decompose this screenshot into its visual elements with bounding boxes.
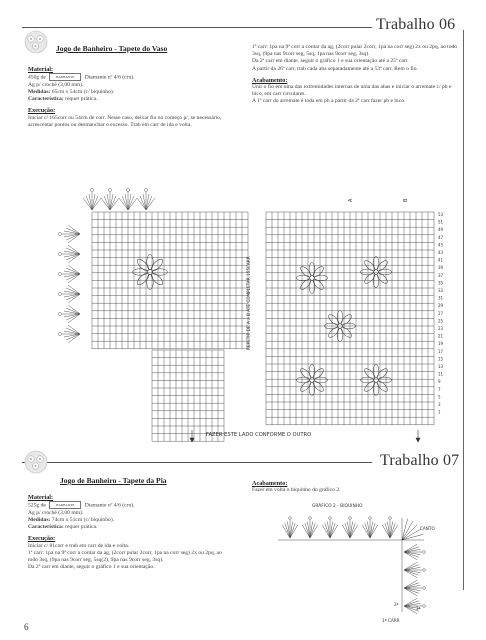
svg-text:13: 13 bbox=[438, 364, 444, 369]
svg-text:25: 25 bbox=[438, 318, 444, 324]
acab1-text: Unir o fio em uma das extremidades internas de uma das abas e iniciar o arremate c/ pb e bico, em carr circulares. bbox=[252, 84, 452, 98]
svg-text:7: 7 bbox=[438, 386, 441, 392]
yarn-brand-logo: BARBANTE bbox=[49, 73, 81, 81]
row3-label: 3ª bbox=[416, 606, 421, 611]
crochet-chart-2 bbox=[270, 500, 456, 630]
carac-label-2: Característica: bbox=[28, 524, 64, 531]
acabamento-label-2: Acabamento: bbox=[252, 480, 288, 487]
material-yarn-suffix-2: Diamante nº 4/6 (cru). bbox=[84, 502, 135, 509]
svg-text:41: 41 bbox=[438, 257, 444, 263]
svg-text:49: 49 bbox=[438, 227, 444, 233]
svg-text:27: 27 bbox=[438, 310, 444, 316]
svg-text:29: 29 bbox=[438, 303, 444, 309]
flower-logo-icon bbox=[22, 30, 50, 54]
row2-label: 2ª bbox=[394, 602, 399, 607]
marker-b: B bbox=[403, 198, 409, 202]
material-yarn-suffix: Diamante nº 4/6 (cru). bbox=[84, 74, 135, 81]
svg-text:45: 45 bbox=[438, 242, 444, 248]
material-yarn-prefix-2: 525g de bbox=[28, 502, 46, 509]
svg-text:47: 47 bbox=[438, 234, 444, 240]
medidas-value-2: 74cm x 51cm (c/ biquinho). bbox=[51, 516, 115, 523]
carr1-label: 1ª CARR bbox=[382, 618, 400, 623]
svg-text:5: 5 bbox=[438, 394, 441, 400]
project07-text bbox=[28, 494, 228, 571]
header-rule-07 bbox=[22, 462, 372, 463]
project06-rows bbox=[252, 44, 460, 106]
svg-text:21: 21 bbox=[438, 333, 444, 339]
project07-acabamento bbox=[252, 480, 452, 494]
svg-text:3: 3 bbox=[438, 402, 441, 407]
acabamento-label: Acabamento: bbox=[252, 76, 288, 84]
svg-text:17: 17 bbox=[438, 348, 444, 354]
carr1-text: 1ª carr: 1pa na 9ª corr a contar da ag, (2corr pular 2corr, 1pa na corr seg) 2x ou 2pq, ao todo 3sq, (9pa nas 9corr seg, 5sq, 1pa nas 9corr seg, 3sq). bbox=[252, 44, 458, 58]
project06-title: Jogo de Banheiro - Tapete do Vaso bbox=[56, 44, 168, 53]
trabalho-07-title: Trabalho 07 bbox=[380, 452, 460, 469]
margin-rule-right bbox=[463, 30, 464, 590]
project07-title: Jogo de Banheiro - Tapete da Pia bbox=[60, 476, 167, 485]
trabalho-06-title: Trabalho 06 bbox=[376, 16, 456, 33]
marker-a: A bbox=[348, 198, 354, 202]
row-numbers bbox=[438, 212, 444, 415]
carr2-text: Da 2ª carr em diante, seguir o gráfico 1 e sua orientação até a 25ª carr. bbox=[252, 58, 409, 65]
flower-logo-icon-2 bbox=[22, 450, 50, 474]
svg-text:23: 23 bbox=[438, 326, 444, 331]
page-number: 6 bbox=[24, 622, 29, 632]
chart2-title: GRÁFICO 2 - BIQUINHO bbox=[312, 504, 363, 509]
carr2-text-2: Da 2ª carr em diante, seguir o gráfico 1 e sua orientação. bbox=[28, 564, 155, 571]
svg-text:19: 19 bbox=[438, 341, 444, 347]
carac-value-2: requer prática. bbox=[65, 524, 98, 531]
material-label: Material: bbox=[28, 66, 54, 73]
carr1-text-2: 1ª carr: 1pa na 9ª corr a contar da ag, (2corr pular 2corr, 1pa na corr seg) 2x ou 2pq, ao todo 3sq, (9pa nas 9corr seg, 5sq(2), 9pa nas 9corr seg, 3sq). bbox=[28, 549, 222, 563]
chart-grid-right bbox=[266, 212, 434, 425]
carr26-text: A partir da 26ª carr, trab cada aba separadamente até a 53ª carr. Rem o fio. bbox=[252, 65, 418, 72]
execucao-text: Iniciar c/ 165corr ou 54cm de corr. Nesse caso, deixar fio no começo p/, se necessário, acrescentar pontos ou desmanchar o excesso. Trab em carr de ida e volta. bbox=[28, 114, 222, 128]
repeat-label: REPETIR DE A a B ATÉ COMPLETAR 165CARR bbox=[246, 256, 251, 350]
biquinho-edging bbox=[278, 517, 425, 614]
svg-text:15: 15 bbox=[438, 356, 444, 362]
execucao-label: Execução: bbox=[28, 107, 56, 115]
execucao-label-2: Execução: bbox=[28, 535, 56, 543]
project06-materials bbox=[28, 66, 234, 129]
edging-left bbox=[59, 189, 156, 344]
medidas-value: 65cm x 54cm (c/ biquinho). bbox=[51, 88, 115, 95]
medidas-label-2: Medidas: bbox=[28, 516, 51, 523]
svg-text:35: 35 bbox=[438, 280, 444, 286]
svg-text:39: 39 bbox=[438, 265, 444, 271]
canto-label: CANTO bbox=[420, 526, 435, 531]
chart-grid-left bbox=[92, 212, 248, 441]
acab2-text: A 1ª carr do arremate é toda em pb a partir da 2ª carr fazer pb e bico. bbox=[252, 98, 406, 105]
material-yarn-prefix: 450g de bbox=[28, 74, 46, 81]
yarn-brand-logo-2: BARBANTE bbox=[49, 501, 81, 509]
carac-label: Característica: bbox=[28, 96, 64, 103]
header-rule-top bbox=[22, 27, 372, 28]
medidas-label: Medidas: bbox=[28, 88, 51, 95]
svg-text:37: 37 bbox=[438, 272, 444, 278]
flower-motifs bbox=[133, 255, 392, 396]
carac-value: requer prática. bbox=[65, 96, 98, 103]
svg-text:33: 33 bbox=[438, 288, 444, 293]
material-label-2: Material: bbox=[28, 494, 54, 501]
acab-text-2: Fazer em volta o biquinho do gráfico 2. bbox=[252, 487, 341, 494]
crochet-chart-1 bbox=[22, 150, 446, 446]
svg-text:53: 53 bbox=[438, 212, 444, 217]
svg-text:43: 43 bbox=[438, 250, 444, 255]
needle-text: Ag p/ crochê (3,00 mm). bbox=[28, 81, 84, 88]
needle-text-2: Ag p/ crochê (3,00 mm). bbox=[28, 509, 84, 516]
chart1-bottom-label: FAZER ESTE LADO CONFORME O OUTRO bbox=[206, 432, 312, 438]
svg-text:1: 1 bbox=[438, 409, 441, 415]
svg-text:11: 11 bbox=[438, 371, 444, 377]
svg-text:51: 51 bbox=[438, 219, 444, 225]
execucao-text-2: Iniciar c/ 81corr e trab em carr de ida e volta. bbox=[28, 542, 130, 549]
svg-text:31: 31 bbox=[438, 295, 444, 301]
svg-text:9: 9 bbox=[438, 379, 441, 385]
